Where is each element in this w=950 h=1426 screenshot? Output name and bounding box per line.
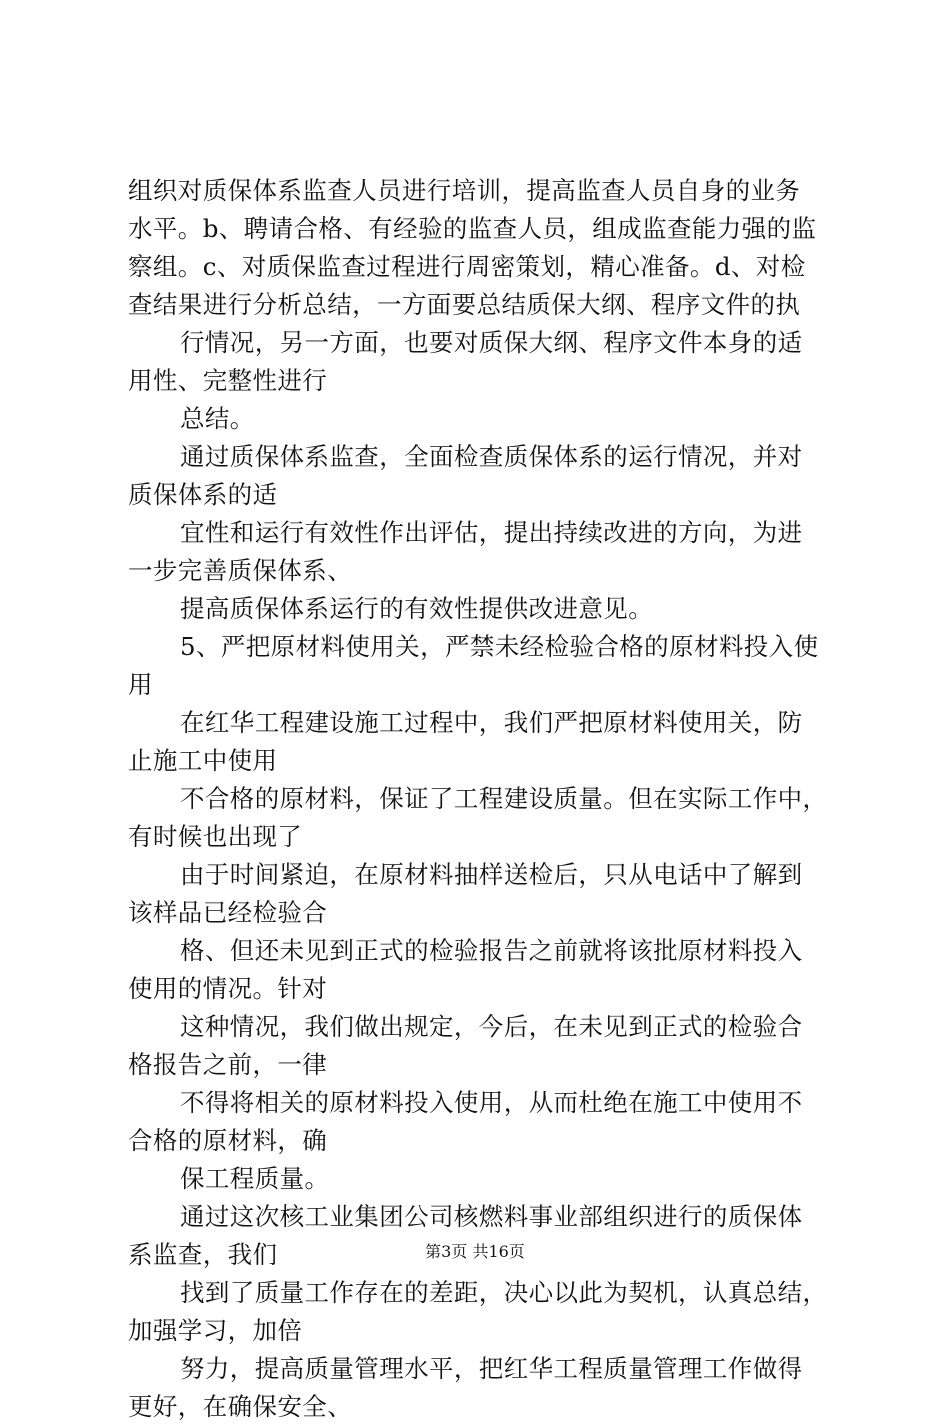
text-line: 总结。 — [180, 404, 255, 433]
text-line: 努力，提高质量管理水平，把红华工程质量管理工作做得 — [180, 1354, 803, 1383]
text-line: 保工程质量。 — [180, 1164, 330, 1193]
text-line: 更好，在确保安全、 — [128, 1392, 353, 1421]
text-line: 加强学习，加倍 — [128, 1316, 303, 1345]
text-line: 行情况，另一方面，也要对质保大纲、程序文件本身的适 — [180, 328, 803, 357]
text-line: 由于时间紧迫，在原材料抽样送检后，只从电话中了解到 — [180, 860, 803, 889]
text-line: 5、严把原材料使用关，严禁未经检验合格的原材料投入使 — [180, 632, 819, 661]
body-text — [128, 172, 838, 1426]
text-line: 不合格的原材料，保证了工程建设质量。但在实际工作中， — [180, 784, 828, 813]
text-line: 宜性和运行有效性作出评估，提出持续改进的方向，为进 — [180, 518, 803, 547]
text-line: 系监查，我们 — [128, 1240, 278, 1269]
text-line: 有时候也出现了 — [128, 822, 303, 851]
text-line: 水平。b、聘请合格、有经验的监查人员，组成监查能力强的监 — [128, 214, 817, 243]
text-line: 该样品已经检验合 — [128, 898, 328, 927]
text-line: 止施工中使用 — [128, 746, 278, 775]
text-line: 察组。c、对质保监查过程进行周密策划，精心准备。d、对检 — [128, 252, 806, 281]
page-footer: 第3页 共16页 — [425, 1242, 525, 1261]
text-line: 用性、完整性进行 — [128, 366, 328, 395]
text-line: 提高质保体系运行的有效性提供改进意见。 — [180, 594, 654, 623]
text-line: 用 — [128, 670, 153, 699]
text-line: 通过质保体系监查，全面检查质保体系的运行情况，并对 — [180, 442, 803, 471]
text-line: 合格的原材料，确 — [128, 1126, 328, 1155]
text-line: 格、但还未见到正式的检验报告之前就将该批原材料投入 — [180, 936, 803, 965]
text-line: 这种情况，我们做出规定，今后，在未见到正式的检验合 — [180, 1012, 803, 1041]
text-line: 组织对质保体系监查人员进行培训，提高监查人员自身的业务 — [128, 176, 801, 205]
text-line: 找到了质量工作存在的差距，决心以此为契机，认真总结， — [180, 1278, 828, 1307]
text-line: 查结果进行分析总结，一方面要总结质保大纲、程序文件的执 — [128, 290, 801, 319]
text-line: 通过这次核工业集团公司核燃料事业部组织进行的质保体 — [180, 1202, 803, 1231]
text-line: 质保体系的适 — [128, 480, 278, 509]
text-line: 一步完善质保体系、 — [128, 556, 353, 585]
text-line: 在红华工程建设施工过程中，我们严把原材料使用关，防 — [180, 708, 803, 737]
text-line: 格报告之前，一律 — [128, 1050, 328, 1079]
text-line: 使用的情况。针对 — [128, 974, 328, 1003]
text-line: 不得将相关的原材料投入使用，从而杜绝在施工中使用不 — [180, 1088, 803, 1117]
